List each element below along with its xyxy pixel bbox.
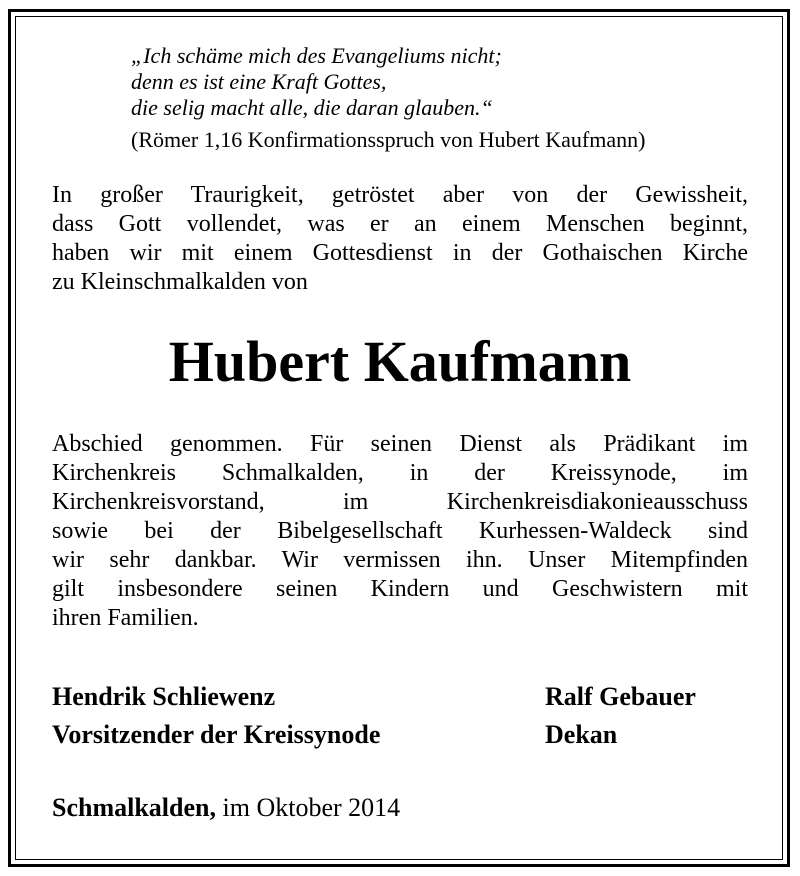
intro-line: haben wir mit einem Gottesdienst in der Gothaischen Kirche (52, 240, 748, 266)
intro-line: In großer Traurigkeit, getröstet aber von der Gewissheit, (52, 182, 748, 208)
body-line: wir sehr dankbar. Wir vermissen ihn. Unser Mitempfinden (52, 547, 748, 573)
deceased-name: Hubert Kaufmann (168, 329, 632, 394)
intro-line: zu Kleinschmalkalden von (52, 269, 308, 295)
signatory-name: Hendrik Schliewenz (52, 682, 276, 711)
verse-reference: (Römer 1,16 Konfirmationsspruch von Hubert Kaufmann) (131, 127, 646, 152)
body-line: gilt insbesondere seinen Kindern und Geschwistern mit (52, 576, 748, 602)
signatory-right (545, 678, 696, 754)
signatory-left (52, 678, 380, 754)
body-line: Kirchenkreis Schmalkalden, in der Kreissynode, im (52, 460, 748, 486)
bible-verse (131, 43, 502, 121)
signatory-title: Dekan (545, 720, 618, 749)
body-line: sowie bei der Bibelgesellschaft Kurhessen-Waldeck sind (52, 518, 748, 544)
signatory-title: Vorsitzender der Kreissynode (52, 720, 381, 749)
intro-paragraph (52, 181, 748, 297)
place-name: Schmalkalden, (52, 793, 216, 822)
body-line: ihren Familien. (52, 605, 199, 631)
body-paragraph (52, 430, 748, 633)
verse-line: „Ich schäme mich des Evangeliums nicht; (131, 43, 502, 68)
verse-line: denn es ist eine Kraft Gottes, (131, 69, 387, 94)
signatory-name: Ralf Gebauer (545, 682, 696, 711)
date-text: im Oktober 2014 (216, 793, 401, 822)
intro-line: dass Gott vollendet, was er an einem Menschen beginnt, (52, 211, 748, 237)
body-line: Abschied genommen. Für seinen Dienst als Prädikant im (52, 431, 748, 457)
verse-line: die selig macht alle, die daran glauben.“ (131, 95, 493, 120)
place-date (52, 792, 400, 824)
body-line: Kirchenkreisvorstand, im Kirchenkreisdiakonieausschuss (52, 489, 748, 515)
